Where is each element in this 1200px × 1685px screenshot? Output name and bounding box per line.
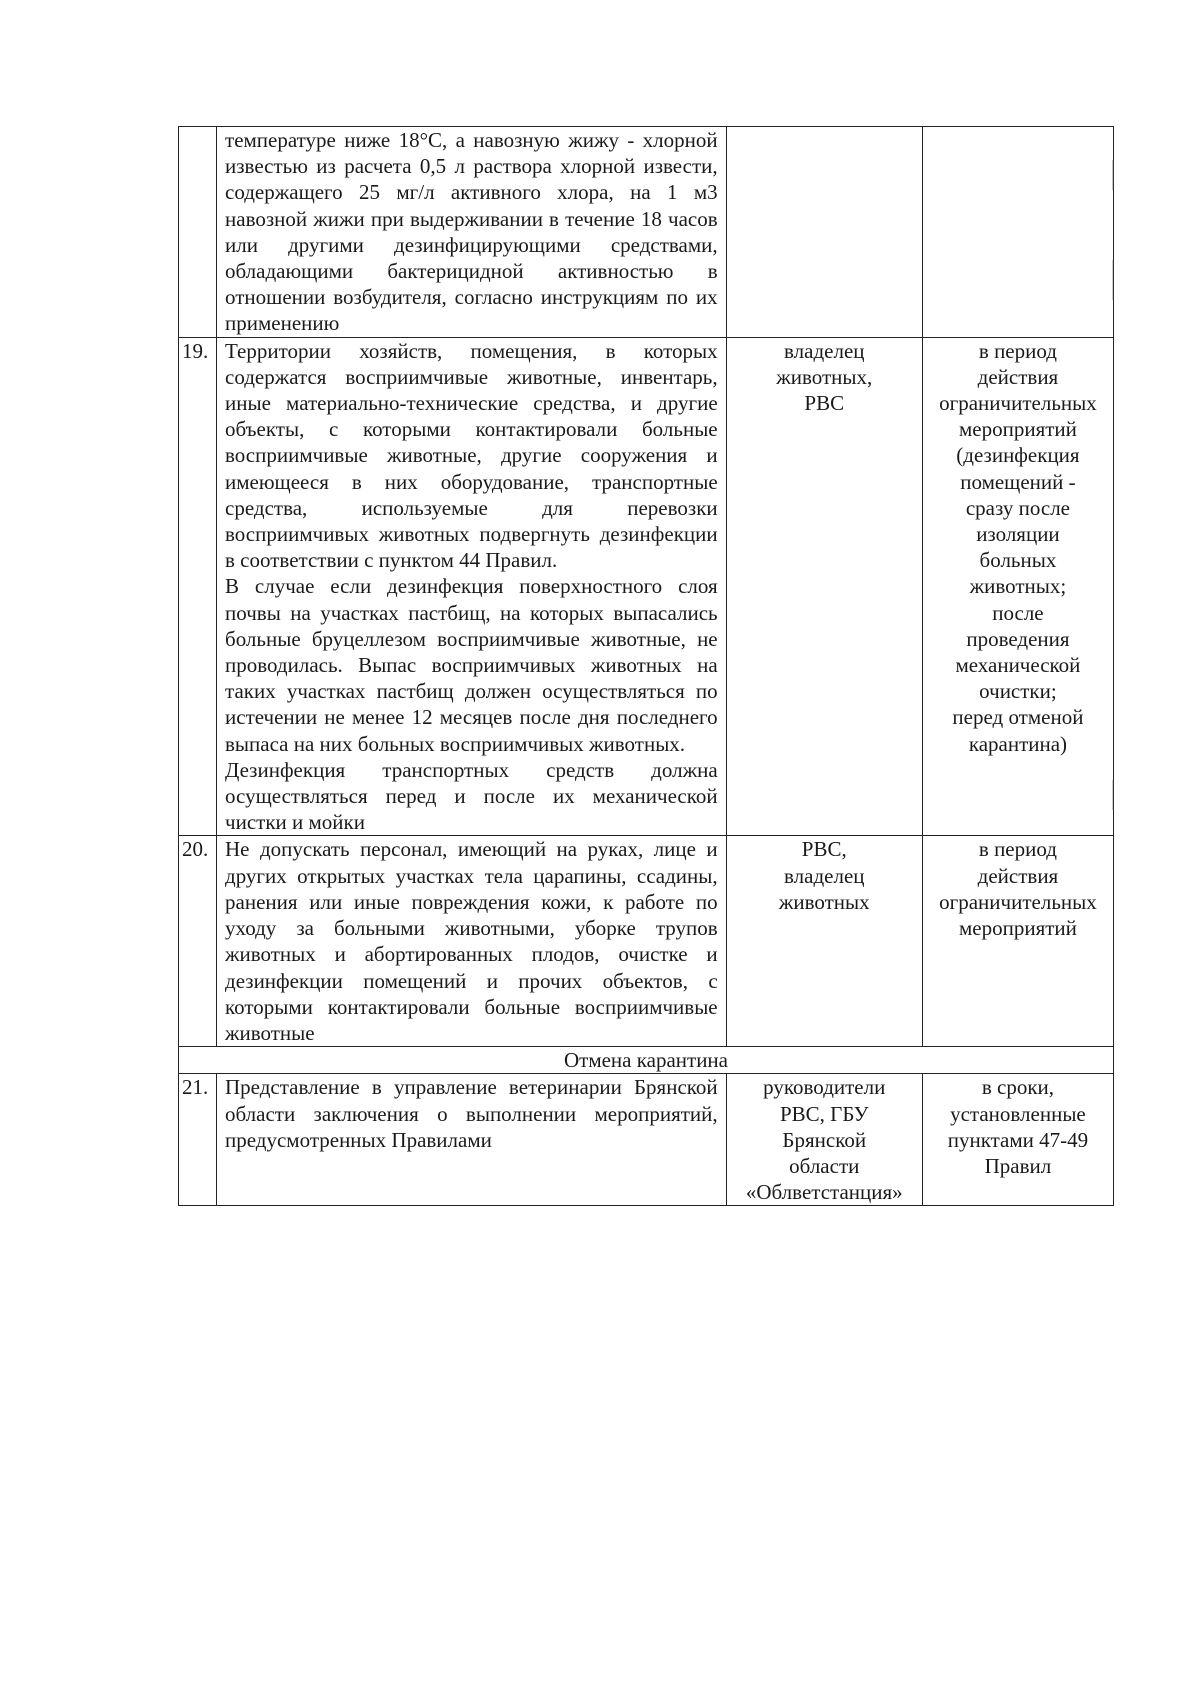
term-line: изоляции <box>976 522 1060 547</box>
measure-paragraph: Территории хозяйств, помещения, в которых содержатся восприимчивые животные, инвентарь, иные материально-технические средства, и другие объекты, с которыми контактировали больные восприимчивые животные, другие сооружения и имеющееся в них оборудование, транспортные средства, используемые для перевозки восприимчивых животных подвергнуть дезинфекции в соответствии с пунктом 44 Правил. <box>225 338 718 573</box>
responsible-line: РВС, <box>801 837 847 862</box>
term-line: в сроки, <box>981 1075 1055 1100</box>
responsible-cell <box>726 127 922 338</box>
responsible-line: животных <box>778 889 870 914</box>
term-line: ограничительных <box>939 391 1097 416</box>
term-cell <box>922 836 1113 1047</box>
row-number: 20. <box>182 837 209 862</box>
responsible-line: области <box>789 1153 860 1178</box>
scan-artifact-line <box>1112 260 1114 300</box>
measure-text: температуре ниже 18°С, а навозную жижу - хлорной известью из расчета 0,5 л раствора хлорной извести, содержащего 25 мг/л активного хлора, на 1 м3 навозной жижи при выдерживании в течение 18 часов или другими дезинфицирующими средствами, обладающими бактерицидной активностью в отношении возбудителя, согласно инструкциям по их применению <box>225 128 718 336</box>
term-cell <box>922 127 1113 338</box>
term-line: сразу после <box>965 495 1070 520</box>
responsible-cell <box>726 337 922 836</box>
term-line: механической <box>955 653 1081 678</box>
term-line: помещений - <box>960 469 1076 494</box>
term-line: перед отменой <box>952 705 1084 730</box>
section-title: Отмена карантина <box>179 1047 1114 1074</box>
term-line: в период <box>978 338 1057 363</box>
term-line: животных; <box>969 574 1067 599</box>
term-line: больных <box>979 548 1057 573</box>
measure-paragraph: Не допускать персонал, имеющий на руках, лице и других открытых участках тела царапины, ссадины, ранения или иные повреждения кожи, к работе по уходу за больными животными, уборке трупов животных и абортированных плодов, очистке и дезинфекции помещений и прочих объектов, с которыми контактировали больные восприимчивые животные <box>225 837 718 1045</box>
measure-text-cell <box>217 127 727 338</box>
term-line: после <box>992 600 1044 625</box>
table-row <box>179 337 1114 836</box>
responsible-cell <box>726 836 922 1047</box>
table-row-continuation <box>179 127 1114 338</box>
responsible-line: владелец <box>784 338 865 363</box>
responsible-line: Брянской <box>782 1127 867 1152</box>
term-line: карантина) <box>968 731 1068 756</box>
term-line: пунктами 47-49 <box>947 1127 1089 1152</box>
term-line: установленные <box>950 1101 1086 1126</box>
measures-table <box>178 126 1114 1206</box>
term-line: мероприятий <box>958 417 1077 442</box>
term-line: ограничительных <box>939 889 1097 914</box>
scan-artifact-line <box>1112 780 1114 810</box>
responsible-line: РВС <box>804 391 845 416</box>
term-line: проведения <box>966 626 1070 651</box>
term-line: действия <box>977 863 1059 888</box>
term-cell <box>922 337 1113 836</box>
term-line: очистки; <box>979 679 1057 704</box>
row-number: 21. <box>182 1075 209 1100</box>
term-line: в период <box>978 837 1057 862</box>
responsible-line: животных, <box>776 364 873 389</box>
measure-text-cell <box>217 1074 727 1206</box>
measure-paragraph: В случае если дезинфекция поверхностного слоя почвы на участках пастбищ, на которых выпасались больные бруцеллезом восприимчивые животные, не проводилась. Выпас восприимчивых животных на таких участках пастбищ должен осуществляться по истечении не менее 12 месяцев после дня последнего выпаса на них больных восприимчивых животных. <box>225 574 718 756</box>
measure-paragraph: Дезинфекция транспортных средств должна осуществляться перед и после их механической чистки и мойки <box>225 757 718 835</box>
table-row <box>179 836 1114 1047</box>
row-number-cell <box>179 337 217 836</box>
term-line: мероприятий <box>958 916 1077 941</box>
term-line: (дезинфекция <box>956 443 1080 468</box>
responsible-line: РВС, ГБУ <box>779 1101 869 1126</box>
scan-artifact-line <box>1112 160 1114 190</box>
row-number: 19. <box>182 338 209 363</box>
responsible-line: руководители <box>763 1075 886 1100</box>
term-cell <box>922 1074 1113 1206</box>
responsible-line: владелец <box>784 863 865 888</box>
row-number-cell <box>179 127 217 338</box>
term-line: Правил <box>984 1153 1052 1178</box>
measure-text-cell <box>217 836 727 1047</box>
measure-text-cell <box>217 337 727 836</box>
table-row <box>179 1074 1114 1206</box>
responsible-cell <box>726 1074 922 1206</box>
row-number-cell <box>179 1074 217 1206</box>
term-line: действия <box>977 364 1059 389</box>
measure-paragraph: Представление в управление ветеринарии Брянской области заключения о выполнении мероприятий, предусмотренных Правилами <box>225 1075 718 1152</box>
row-number-cell <box>179 836 217 1047</box>
responsible-line: «Облветстанция» <box>745 1180 903 1205</box>
section-row <box>179 1047 1114 1074</box>
